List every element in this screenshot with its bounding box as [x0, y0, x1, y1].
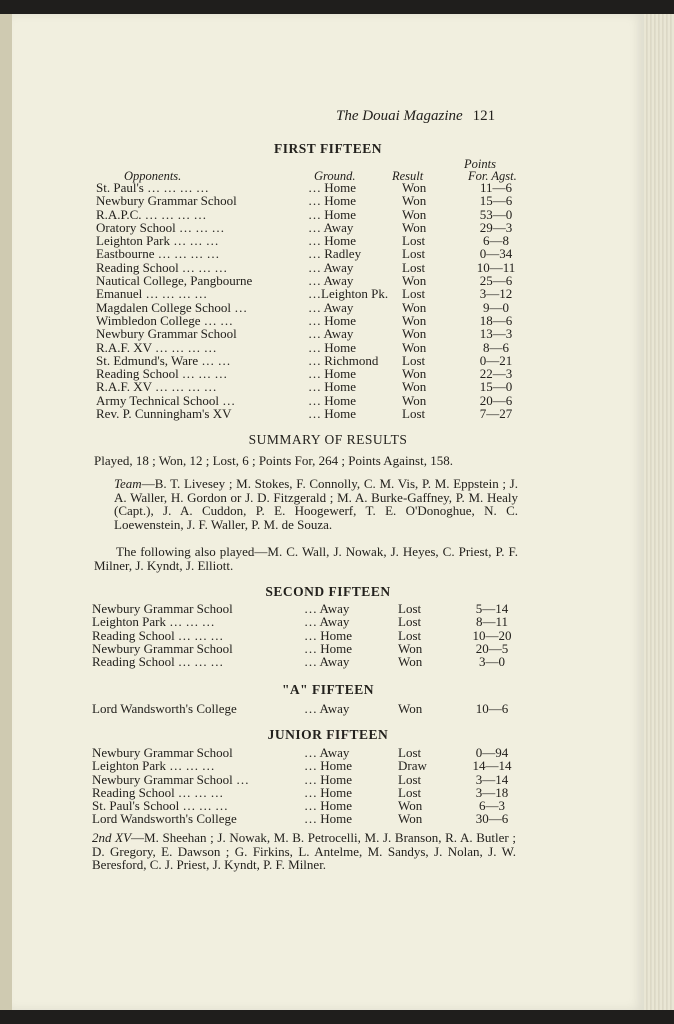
result-cell: Lost: [398, 627, 422, 643]
result-cell: Lost: [402, 352, 426, 368]
points-header: Points: [464, 157, 496, 171]
result-cell: Lost: [398, 745, 422, 760]
ground-cell: … Home: [308, 312, 357, 328]
result-row: [96, 327, 524, 340]
ground-cell: … Away: [308, 326, 354, 342]
score-cell: 29—3: [479, 219, 513, 235]
opponent-cell: St. Paul's … … … …: [96, 180, 209, 195]
opponent-cell: Newbury Grammar School: [96, 193, 237, 209]
opponent-cell: Eastbourne … … … …: [96, 246, 220, 262]
result-row: [92, 786, 520, 799]
ground-cell: …Leighton Pk.: [308, 286, 389, 302]
for-against-header: For. Agst.: [468, 169, 517, 183]
result-row: [96, 314, 524, 327]
result-cell: Lost: [398, 614, 422, 630]
ground-cell: … Richmond: [308, 352, 379, 368]
result-cell: Won: [402, 392, 427, 408]
ground-cell: … Away: [308, 299, 354, 315]
result-header: Result: [392, 169, 424, 183]
page-number: 121: [472, 108, 496, 124]
ground-cell: … Home: [304, 640, 353, 656]
score-cell: 3—0: [479, 654, 505, 670]
ground-cell: … Away: [304, 601, 350, 616]
result-row: [96, 394, 524, 407]
opponent-cell: Leighton Park … … …: [92, 614, 215, 630]
opponent-cell: Nautical College, Pangbourne: [96, 273, 253, 289]
opponent-cell: Emanuel … … … …: [96, 286, 208, 302]
ground-cell: … Home: [308, 379, 357, 395]
result-row: [92, 799, 520, 812]
opponent-cell: Army Technical School …: [96, 392, 236, 408]
result-row: [96, 287, 524, 300]
season-summary: Played, 18 ; Won, 12 ; Lost, 6 ; Points For, 264 ; Points Against, 158.: [94, 453, 453, 468]
result-cell: Won: [402, 312, 427, 328]
result-cell: Lost: [398, 601, 422, 616]
opponent-cell: Reading School … … …: [96, 366, 228, 382]
result-cell: Lost: [398, 784, 422, 800]
score-cell: 3—18: [475, 784, 509, 800]
result-row: [96, 380, 524, 393]
result-cell: Won: [398, 640, 423, 656]
result-cell: Won: [398, 654, 423, 670]
second-xv-label: 2nd XV: [92, 830, 132, 845]
score-cell: 6—3: [479, 798, 505, 814]
score-cell: 3—14: [475, 771, 509, 787]
result-cell: Won: [402, 193, 427, 209]
score-cell: 0—21: [479, 352, 513, 368]
ground-header: Ground.: [314, 169, 356, 183]
score-cell: 25—6: [479, 273, 513, 289]
result-cell: Won: [398, 811, 423, 827]
ground-cell: … Home: [304, 771, 353, 787]
second-fifteen-heading: SECOND FIFTEEN: [265, 584, 391, 599]
score-cell: 10—11: [476, 259, 516, 275]
opponent-cell: Magdalen College School …: [96, 299, 248, 315]
ground-cell: … Away: [308, 273, 354, 289]
result-cell: Won: [402, 299, 427, 315]
ground-cell: … Home: [308, 392, 357, 408]
result-cell: Won: [398, 701, 423, 716]
team-paragraph: [94, 477, 518, 531]
ground-cell: … Home: [308, 406, 357, 422]
score-cell: 6—8: [483, 233, 509, 249]
opponent-cell: R.A.F. XV … … … …: [96, 339, 217, 355]
result-row: [92, 773, 520, 786]
result-cell: Won: [398, 798, 423, 814]
ground-cell: … Home: [304, 627, 353, 643]
ground-cell: … Away: [308, 259, 354, 275]
opponent-cell: Reading School … … …: [92, 654, 224, 670]
result-row: [96, 247, 524, 260]
score-cell: 3—12: [479, 286, 513, 302]
score-cell: 15—6: [479, 193, 513, 209]
scan-top-border: [0, 0, 674, 14]
score-cell: 18—6: [479, 312, 513, 328]
opponent-cell: Reading School … … …: [92, 627, 224, 643]
score-cell: 8—11: [475, 614, 509, 630]
score-cell: 10—6: [475, 701, 509, 716]
score-cell: 8—6: [483, 339, 509, 355]
result-cell: Won: [402, 366, 427, 382]
opponent-cell: Leighton Park … … …: [96, 233, 219, 249]
opponent-cell: Newbury Grammar School: [96, 326, 237, 342]
ground-cell: … Home: [308, 193, 357, 209]
opponent-cell: St. Edmund's, Ware … …: [96, 352, 231, 368]
result-cell: Won: [402, 379, 427, 395]
ground-cell: … Home: [308, 366, 357, 382]
junior-fifteen-heading: JUNIOR FIFTEEN: [267, 727, 389, 742]
ground-cell: … Away: [304, 654, 350, 670]
score-cell: 9—0: [483, 299, 509, 315]
result-cell: Lost: [402, 259, 426, 275]
opponent-cell: R.A.F. XV … … … …: [96, 379, 217, 395]
result-row: [96, 208, 524, 221]
result-row: [96, 181, 524, 194]
result-row: [96, 367, 524, 380]
ground-cell: … Home: [304, 758, 353, 774]
result-row: [92, 642, 520, 655]
page-edges: [644, 14, 674, 1010]
result-row: [96, 261, 524, 274]
opponent-cell: Wimbledon College … …: [96, 312, 234, 328]
opponent-cell: Reading School … … …: [92, 784, 224, 800]
opponent-cell: Newbury Grammar School: [92, 745, 233, 760]
ground-cell: … Away: [304, 701, 350, 716]
result-cell: Won: [402, 273, 427, 289]
magazine-page: [12, 14, 644, 1010]
summary-heading: SUMMARY OF RESULTS: [248, 432, 408, 447]
ground-cell: … Home: [308, 180, 357, 195]
result-cell: Lost: [402, 233, 426, 249]
score-cell: 53—0: [479, 206, 513, 222]
result-row: [96, 341, 524, 354]
opponent-cell: Reading School … … …: [96, 259, 228, 275]
result-row: [96, 354, 524, 367]
result-cell: Won: [402, 180, 427, 195]
opponent-cell: Lord Wandsworth's College: [92, 811, 237, 827]
result-cell: Won: [402, 219, 427, 235]
result-cell: Lost: [402, 246, 426, 262]
result-row: [96, 301, 524, 314]
opponent-cell: Rev. P. Cunningham's XV: [96, 406, 232, 422]
result-row: [92, 655, 520, 668]
ground-cell: … Away: [308, 219, 354, 235]
result-row: [92, 812, 520, 825]
opponent-cell: R.A.P.C. … … … …: [96, 206, 207, 222]
result-row: [96, 234, 524, 247]
opponents-header: Opponents.: [124, 169, 182, 183]
first-fifteen-results: [96, 181, 524, 420]
second-xv-paragraph: [92, 831, 516, 872]
result-row: [92, 702, 520, 715]
result-row: [96, 407, 524, 420]
score-cell: 7—27: [479, 406, 513, 422]
ground-cell: … Home: [308, 206, 357, 222]
ground-cell: … Radley: [308, 246, 362, 262]
opponent-cell: Leighton Park … … …: [92, 758, 215, 774]
opponent-cell: Newbury Grammar School: [92, 601, 233, 616]
result-cell: Lost: [402, 406, 426, 422]
score-cell: 0—94: [475, 745, 509, 760]
result-cell: Won: [402, 326, 427, 342]
opponent-cell: Newbury Grammar School: [92, 640, 233, 656]
result-row: [96, 221, 524, 234]
score-cell: 10—20: [472, 627, 512, 643]
result-row: [92, 759, 520, 772]
ground-cell: … Away: [304, 614, 350, 630]
magazine-title: The Douai Magazine: [336, 108, 463, 124]
ground-cell: … Home: [308, 233, 357, 249]
second-xv-list: —M. Sheehan ; J. Nowak, M. B. Petrocelli, M. J. Branson, R. A. Butler ; D. Gregory, E. Dawson ; G. Firkins, L. Antelme, M. Sandys, J. Nolan, J. W. Beresford, C. J. Priest, J. Kyndt, P. F. Milner.: [92, 830, 516, 873]
opponent-cell: St. Paul's School … … …: [92, 798, 228, 814]
junior-fifteen-results: [92, 746, 520, 826]
result-cell: Draw: [398, 758, 427, 774]
ground-cell: … Home: [304, 784, 353, 800]
result-cell: Lost: [402, 286, 426, 302]
page-gutter: [0, 14, 12, 1010]
opponent-cell: Newbury Grammar School …: [92, 771, 250, 787]
result-cell: Lost: [398, 771, 422, 787]
ground-cell: … Home: [304, 811, 353, 827]
first-fifteen-heading: FIRST FIFTEEN: [274, 141, 382, 156]
team-label: Team: [114, 476, 142, 491]
ground-cell: … Home: [304, 798, 353, 814]
scan-bottom-border: [0, 1010, 674, 1024]
result-cell: Won: [402, 339, 427, 355]
a-fifteen-heading: "A" FIFTEEN: [281, 682, 375, 697]
score-cell: 0—34: [479, 246, 513, 262]
opponent-cell: Lord Wandsworth's College: [92, 701, 237, 716]
score-cell: 13—3: [479, 326, 513, 342]
result-row: [96, 274, 524, 287]
score-cell: 20—5: [475, 640, 509, 656]
also-played: The following also played—M. C. Wall, J. Nowak, J. Heyes, C. Priest, P. F. Milner, J. Kyndt, J. Elliott.: [94, 544, 518, 573]
second-fifteen-results: [92, 602, 520, 668]
result-row: [92, 746, 520, 759]
ground-cell: … Home: [308, 339, 357, 355]
score-cell: 11—6: [479, 180, 513, 195]
score-cell: 5—14: [475, 601, 509, 616]
running-header: [336, 108, 495, 125]
score-cell: 14—14: [472, 758, 512, 774]
score-cell: 30—6: [475, 811, 509, 827]
result-row: [92, 615, 520, 628]
result-row: [92, 629, 520, 642]
opponent-cell: Oratory School … … …: [96, 219, 225, 235]
result-row: [92, 602, 520, 615]
result-row: [96, 194, 524, 207]
a-fifteen-results: [92, 702, 520, 715]
ground-cell: … Away: [304, 745, 350, 760]
score-cell: 20—6: [479, 392, 513, 408]
result-cell: Won: [402, 206, 427, 222]
team-list: —B. T. Livesey ; M. Stokes, F. Connolly, C. M. Vis, P. M. Eppstein ; J. A. Waller, H. Gordon or J. D. Fitzgerald ; M. A. Burke-Gaffney, P. M. Healy (Capt.), J. A. Cuddon, P. E. Hoogewerf, T. E. O'Donoghue, N. C. Loewenstein, J. F. Waller, P. M. de Souza.: [114, 476, 518, 532]
score-cell: 15—0: [479, 379, 513, 395]
score-cell: 22—3: [479, 366, 513, 382]
